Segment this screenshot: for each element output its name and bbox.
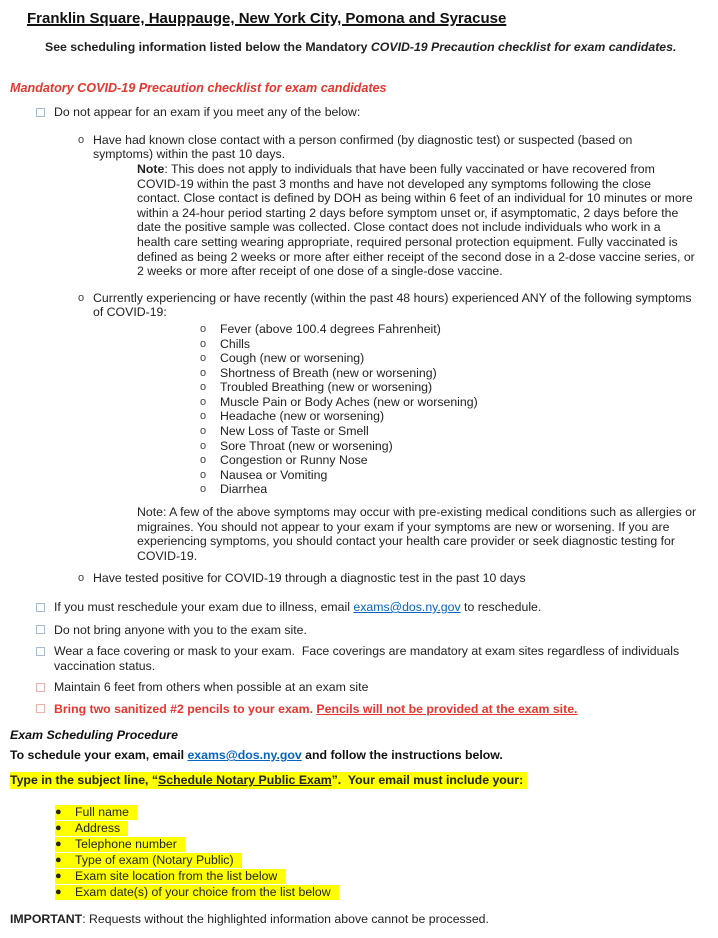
symptom-item: [200, 424, 718, 439]
subject-before: Type in the subject line, “: [10, 772, 159, 787]
circle-bullet-icon: o: [78, 572, 85, 585]
checklist-item-pencils: [36, 702, 718, 717]
circle-bullet-icon: o: [78, 133, 85, 146]
requirement-text: Telephone number: [75, 837, 177, 852]
symptom-text: Congestion or Runny Nose: [220, 453, 368, 468]
bullet-icon: ●: [55, 886, 62, 899]
checklist-item-face-covering: [36, 644, 718, 673]
symptom-item: [200, 409, 718, 424]
circle-bullet-icon: o: [200, 410, 207, 423]
symptom-text: Diarrhea: [220, 482, 268, 497]
checklist-item-text: Wear a face covering or mask to your exam. Face coverings are mandatory at exam sites regardless of individuals vaccination status.: [54, 644, 683, 673]
symptom-text: Fever (above 100.4 degrees Fahrenheit): [220, 321, 441, 336]
subject-after: ”. Your email must include your:: [331, 772, 524, 787]
schedule-email-link[interactable]: exams@dos.ny.gov: [187, 748, 302, 763]
symptom-text: Muscle Pain or Body Aches (new or worsening): [220, 394, 478, 409]
reschedule-after: to reschedule.: [460, 600, 542, 614]
reschedule-email-link[interactable]: exams@dos.ny.gov: [353, 600, 461, 614]
email-line-before: To schedule your exam, email: [10, 748, 188, 763]
circle-bullet-icon: o: [200, 322, 207, 335]
circle-bullet-icon: o: [200, 454, 207, 467]
requirement-text: Exam site location from the list below: [75, 869, 278, 884]
requirement-item: [55, 868, 718, 884]
symptom-text: Cough (new or worsening): [220, 351, 365, 366]
tested-positive-item: [78, 571, 718, 586]
checkbox-icon: [36, 108, 45, 117]
note-label: Note: [137, 161, 165, 176]
symptoms-intro: Currently experiencing or have recently (within the past 48 hours) experienced ANY of the following symptoms of COVID-19:: [93, 290, 692, 320]
document-page: [0, 10, 718, 938]
symptom-text: Sore Throat (new or worsening): [220, 438, 393, 453]
checklist-item-text: Do not bring anyone with you to the exam site.: [54, 622, 307, 637]
symptom-item: [200, 439, 718, 454]
subject-underlined: Schedule Notary Public Exam: [158, 772, 332, 787]
requirement-text: Address: [75, 821, 121, 836]
subject-line-instruction: [10, 772, 718, 790]
symptom-text: Headache (new or worsening): [220, 409, 385, 424]
close-contact-item: [78, 133, 718, 162]
email-requirements-list: [55, 804, 718, 900]
symptom-item: [200, 322, 718, 337]
circle-bullet-icon: o: [200, 366, 207, 379]
covid-checklist-heading: Mandatory COVID-19 Precaution checklist for exam candidates: [10, 80, 387, 95]
requirement-item: [55, 804, 718, 820]
requirement-item: [55, 820, 718, 836]
important-label: IMPORTANT: [10, 912, 83, 927]
requirement-text: Type of exam (Notary Public): [75, 853, 234, 868]
bullet-icon: ●: [55, 822, 62, 835]
circle-bullet-icon: o: [200, 352, 207, 365]
checkbox-icon: [36, 683, 45, 692]
checklist-item-distance: [36, 680, 718, 695]
symptom-item: [200, 351, 718, 366]
pencils-underlined: Pencils will not be provided at the exam site.: [316, 701, 578, 716]
bullet-icon: ●: [55, 854, 62, 867]
requirement-text: Full name: [75, 805, 129, 820]
scheduling-heading: Exam Scheduling Procedure: [10, 727, 179, 742]
important-text: : Requests without the highlighted information above cannot be processed.: [82, 912, 489, 927]
checklist-item-text: Do not appear for an exam if you meet any of the below:: [54, 105, 361, 120]
symptom-item: [200, 395, 718, 410]
symptom-item: [200, 453, 718, 468]
checkbox-icon: [36, 704, 45, 713]
requirement-item: [55, 852, 718, 868]
bullet-icon: ●: [55, 838, 62, 851]
important-note: [10, 912, 718, 927]
symptom-list: [0, 322, 718, 497]
symptom-item: [200, 468, 718, 483]
circle-bullet-icon: o: [200, 483, 207, 496]
symptom-item: [200, 482, 718, 497]
note-text: : This does not apply to individuals that have been fully vaccinated or have recovered from COVID-19 within the past 3 months and have not developed any symptoms following the close contact. Close contact is defined by DOH as being within 6 feet of an individual for 10 minutes or more within a 24-hour period starting 2 days before symptom unset or, if asymptomatic, 2 days before the date the positive sample was collected. Close contact does not include individuals who work in a health care setting wearing appropriate, required personal protection equipment. Fully vaccinated is defined as being 2 weeks or more after either receipt of the second dose in a 2-dose vaccine series, or 2 weeks or more after receipt of one dose of a single-dose vaccine.: [137, 161, 695, 279]
intro-emphasis: COVID-19 Precaution checklist for exam candidates.: [370, 40, 677, 54]
requirement-item: [55, 836, 718, 852]
checklist-item-do-not-appear: [36, 105, 718, 120]
checklist-item-reschedule: [36, 600, 718, 615]
checklist-item-text: [54, 600, 694, 615]
circle-bullet-icon: o: [200, 439, 207, 452]
symptom-text: Nausea or Vomiting: [220, 467, 328, 482]
bullet-icon: ●: [55, 870, 62, 883]
symptoms-item: [78, 291, 718, 320]
circle-bullet-icon: o: [200, 381, 207, 394]
reschedule-before: If you must reschedule your exam due to illness, email: [54, 600, 354, 614]
circle-bullet-icon: o: [200, 395, 207, 408]
checkbox-icon: [36, 647, 45, 656]
bullet-icon: ●: [55, 806, 62, 819]
checklist-item-text: Maintain 6 feet from others when possible at an exam site: [54, 680, 369, 695]
checkbox-icon: [36, 603, 45, 612]
circle-bullet-icon: o: [78, 291, 85, 304]
symptom-text: Chills: [220, 336, 251, 351]
circle-bullet-icon: o: [200, 425, 207, 438]
symptom-item: [200, 366, 718, 381]
checklist-item-text: [54, 702, 694, 717]
circle-bullet-icon: o: [200, 337, 207, 350]
requirement-text: Exam date(s) of your choice from the list below: [75, 885, 331, 900]
requirement-item: [55, 884, 718, 900]
page-title: Franklin Square, Hauppauge, New York City, Pomona and Syracuse: [27, 10, 507, 27]
checklist-item-no-guests: [36, 623, 718, 638]
symptom-item: [200, 380, 718, 395]
intro-line: [45, 40, 695, 55]
close-contact-note: [137, 162, 697, 279]
symptom-text: Shortness of Breath (new or worsening): [220, 365, 437, 380]
symptom-text: Troubled Breathing (new or worsening): [220, 380, 433, 395]
checkbox-icon: [36, 625, 45, 634]
symptom-text: New Loss of Taste or Smell: [220, 424, 369, 439]
symptoms-note: Note: A few of the above symptoms may occur with pre-existing medical conditions such as allergies or migraines. You should not appear to your exam if your symptoms are new or worsening. If you are experiencing symptoms, you should contact your health care provider or seek diagnostic testing for COVID-19.: [137, 505, 697, 563]
scheduling-email-line: [10, 748, 718, 763]
tested-positive-text: Have tested positive for COVID-19 through a diagnostic test in the past 10 days: [93, 571, 526, 586]
intro-lead: See scheduling information listed below the Mandatory: [45, 40, 371, 54]
pencils-lead: Bring two sanitized #2 pencils to your exam.: [54, 701, 317, 716]
symptom-item: [200, 337, 718, 352]
circle-bullet-icon: o: [200, 468, 207, 481]
close-contact-text: Have had known close contact with a person confirmed (by diagnostic test) or suspected (based on symptoms) within the past 10 days.: [93, 132, 633, 162]
email-line-after: and follow the instructions below.: [301, 748, 503, 763]
